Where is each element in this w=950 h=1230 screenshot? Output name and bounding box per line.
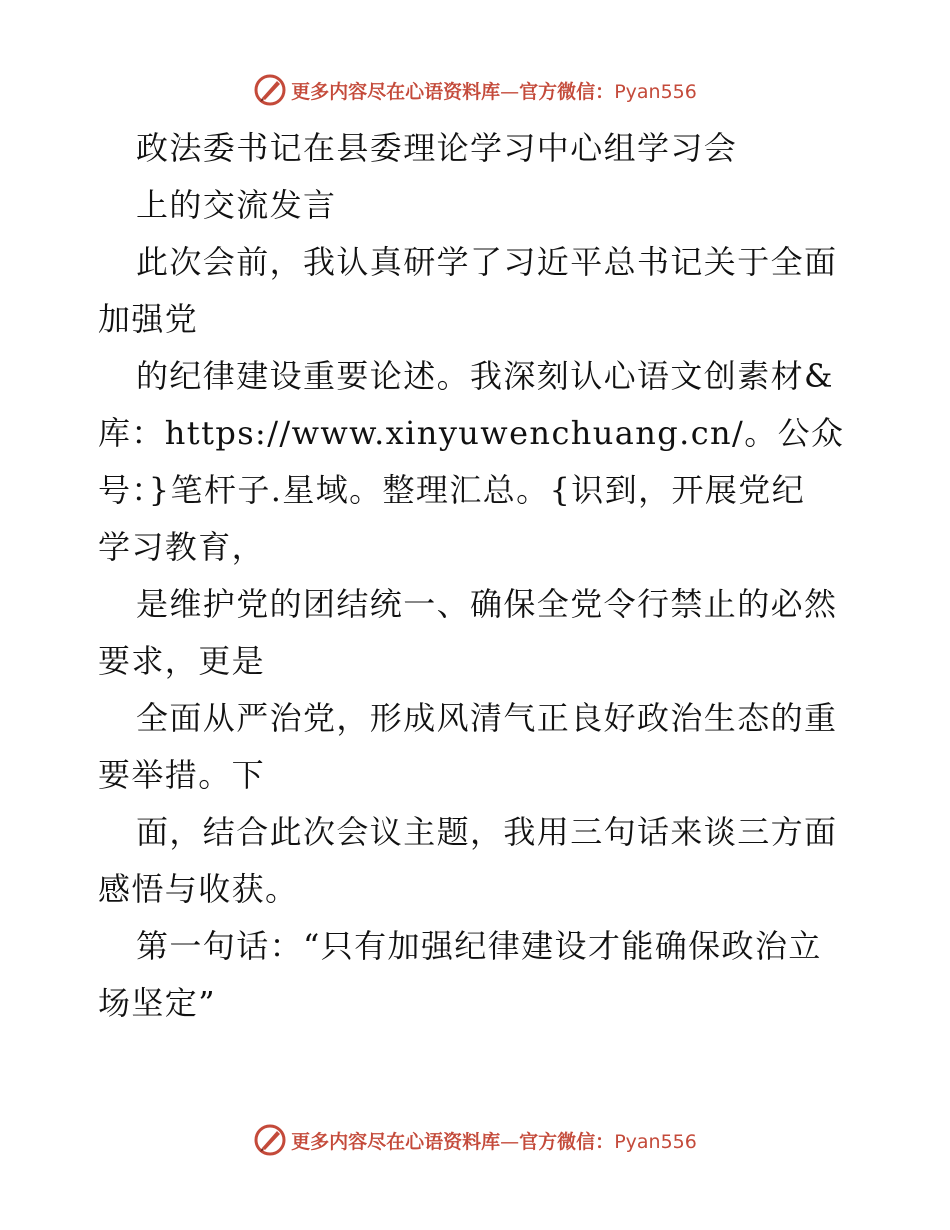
header-watermark bbox=[0, 70, 950, 110]
watermark-main: 更多内容尽在心语资料库 bbox=[291, 1130, 501, 1153]
paragraph-line: 全面从严治党，形成风清气正良好政治生态的重 bbox=[136, 699, 838, 737]
paragraph-line: 的纪律建设重要论述。我深刻认心语文创素材& bbox=[136, 357, 834, 395]
footer-watermark bbox=[0, 1120, 950, 1160]
paragraph-line: 要举措。下 bbox=[98, 756, 266, 794]
watermark-dash: — bbox=[500, 1130, 520, 1153]
quill-logo-icon bbox=[253, 73, 287, 107]
paragraph-line: 感悟与收获。 bbox=[98, 870, 299, 908]
paragraph-line: 号：}笔杆子.星域。整理汇总。{识到，开展党纪 bbox=[98, 471, 806, 509]
section-heading-line: 场坚定” bbox=[98, 984, 216, 1022]
paragraph-line: 是维护党的团结统一、确保全党令行禁止的必然 bbox=[136, 585, 838, 623]
paragraph-line: 学习教育， bbox=[98, 528, 266, 566]
watermark-main: 更多内容尽在心语资料库 bbox=[291, 80, 501, 103]
paragraph-line: 库：https://www.xinyuwenchuang.cn/。公众 bbox=[98, 414, 845, 452]
watermark-label: 官方微信： bbox=[519, 80, 615, 103]
doc-title-line-1: 政法委书记在县委理论学习中心组学习会 bbox=[136, 129, 738, 167]
watermark-text bbox=[291, 1127, 697, 1154]
watermark-handle: Pyan556 bbox=[614, 80, 697, 103]
doc-title-line-2: 上的交流发言 bbox=[136, 186, 337, 224]
watermark-dash: — bbox=[500, 80, 520, 103]
watermark-handle: Pyan556 bbox=[614, 1130, 697, 1153]
quill-logo-icon bbox=[253, 1123, 287, 1157]
paragraph-line: 此次会前，我认真研学了习近平总书记关于全面 bbox=[136, 243, 838, 281]
paragraph-line: 加强党 bbox=[98, 300, 199, 338]
watermark-label: 官方微信： bbox=[519, 1130, 615, 1153]
watermark-text bbox=[291, 77, 697, 104]
paragraph-line: 面，结合此次会议主题，我用三句话来谈三方面 bbox=[136, 813, 838, 851]
paragraph-line: 要求，更是 bbox=[98, 642, 266, 680]
section-heading-line: 第一句话：“只有加强纪律建设才能确保政治立 bbox=[136, 927, 822, 965]
